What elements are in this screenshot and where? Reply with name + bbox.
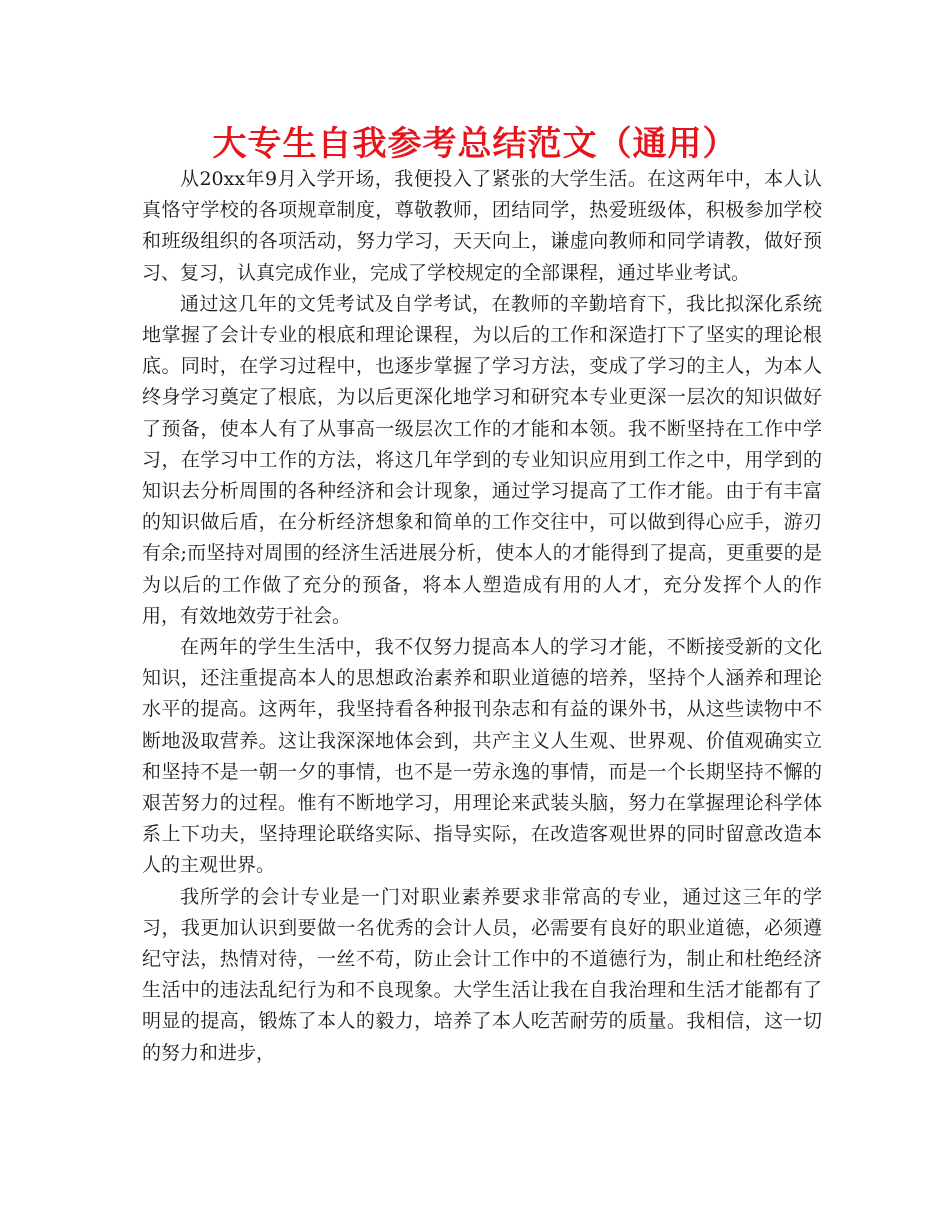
document-body [142, 164, 822, 1069]
paragraph-3: 在两年的学生生活中，我不仅努力提高本人的学习才能，不断接受新的文化知识，还注重提高本人的思想政治素养和职业道德的培养，坚持个人涵养和理论水平的提高。这两年，我坚持看各种报刊杂志和有益的课外书，从这些读物中不断地汲取营养。这让我深深地体会到，共产主义人生观、世界观、价值观确实立和坚持不是一朝一夕的事情，也不是一劳永逸的事情，而是一个长期坚持不懈的艰苦努力的过程。惟有不断地学习，用理论来武装头脑，努力在掌握理论科学体系上下功夫，坚持理论联络实际、指导实际，在改造客观世界的同时留意改造本人的主观世界。 [142, 636, 822, 877]
paragraph-1: 从20xx年9月入学开场，我便投入了紧张的大学生活。在这两年中，本人认真恪守学校的各项规章制度，尊敬教师，团结同学，热爱班级体，积极参加学校和班级组织的各项活动，努力学习，天天向上，谦虚向教师和同学请教，做好预习、复习，认真完成作业，完成了学校规定的全部课程，通过毕业考试。 [142, 168, 822, 284]
paragraph-4: 我所学的会计专业是一门对职业素养要求非常高的专业，通过这三年的学习，我更加认识到要做一名优秀的会计人员，必需要有良好的职业道德，必须遵纪守法，热情对待，一丝不苟，防止会计工作中的不道德行为，制止和杜绝经济生活中的违法乱纪行为和不良现象。大学生活让我在自我治理和生活才能都有了明显的提高，锻炼了本人的毅力，培养了本人吃苦耐劳的质量。我相信，这一切的努力和进步， [142, 885, 822, 1064]
paragraph-2: 通过这几年的文凭考试及自学考试，在教师的辛勤培育下，我比拟深化系统地掌握了会计专业的根底和理论课程，为以后的工作和深造打下了坚实的理论根底。同时，在学习过程中，也逐步掌握了学习方法，变成了学习的主人，为本人终身学习奠定了根底，为以后更深化地学习和研究本专业更深一层次的知识做好了预备，使本人有了从事高一级层次工作的才能和本领。我不断坚持在工作中学习，在学习中工作的方法，将这几年学到的专业知识应用到工作之中，用学到的知识去分析周围的各种经济和会计现象，通过学习提高了工作才能。由于有丰富的知识做后盾，在分析经济想象和简单的工作交往中，可以做到得心应手，游刃有余;而坚持对周围的经济生活进展分析，使本人的才能得到了提高，更重要的是为以后的工作做了充分的预备，将本人塑造成有用的人才，充分发挥个人的作用，有效地效劳于社会。 [142, 292, 822, 627]
document-title: 大专生自我参考总结范文（通用） [212, 124, 738, 164]
